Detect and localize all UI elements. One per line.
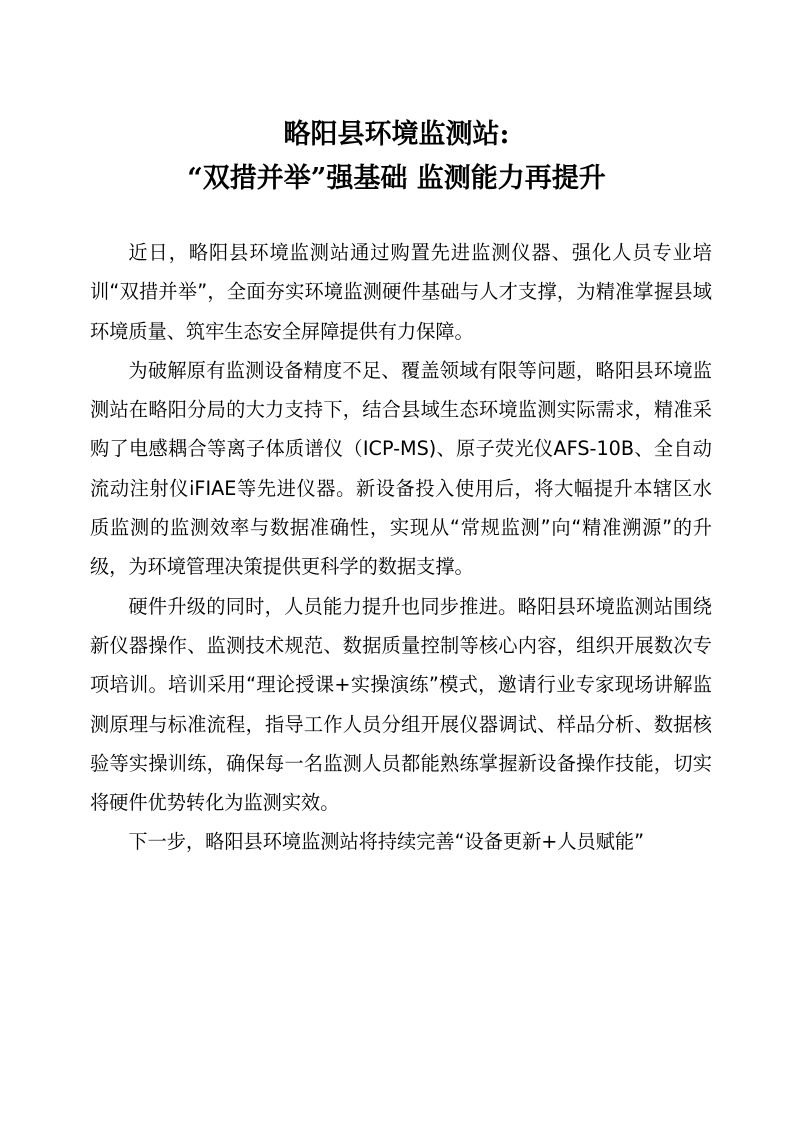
title-line-1: 略阳县环境监测站: bbox=[283, 119, 510, 150]
article-body bbox=[90, 233, 712, 862]
article-title bbox=[0, 113, 793, 201]
paragraph-1: 近日，略阳县环境监测站通过购置先进监测仪器、强化人员专业培训“双措并举”，全面夯实环境监测硬件基础与人才支撑，为精准掌握县域环境质量、筑牢生态安全屏障提供有力保障。 bbox=[90, 241, 712, 343]
paragraph-2: 为破解原有监测设备精度不足、覆盖领域有限等问题，略阳县环境监测站在略阳分局的大力支持下，结合县域生态环境监测实际需求，精准采购了电感耦合等离子体质谱仪（ICP-MS)、原子荧光仪AFS-10B、全自动流动注射仪iFIAE等先进仪器。新设备投入使用后，将大幅提升本辖区水质监测的监测效率与数据准确性，实现从“常规监测”向“精准溯源”的升级，为环境管理决策提供更科学的数据支撑。 bbox=[90, 358, 712, 579]
paragraph-4: 下一步，略阳县环境监测站将持续完善“设备更新+人员赋能” bbox=[128, 830, 645, 854]
paragraph-3: 硬件升级的同时，人员能力提升也同步推进。略阳县环境监测站围绕新仪器操作、监测技术规范、数据质量控制等核心内容，组织开展数次专项培训。培训采用“理论授课+实操演练”模式，邀请行业专家现场讲解监测原理与标准流程，指导工作人员分组开展仪器调试、样品分析、数据核验等实操训练，确保每一名监测人员都能熟练掌握新设备操作技能，切实将硬件优势转化为监测实效。 bbox=[90, 594, 712, 815]
title-line-2: “双措并举”强基础 监测能力再提升 bbox=[187, 163, 606, 194]
